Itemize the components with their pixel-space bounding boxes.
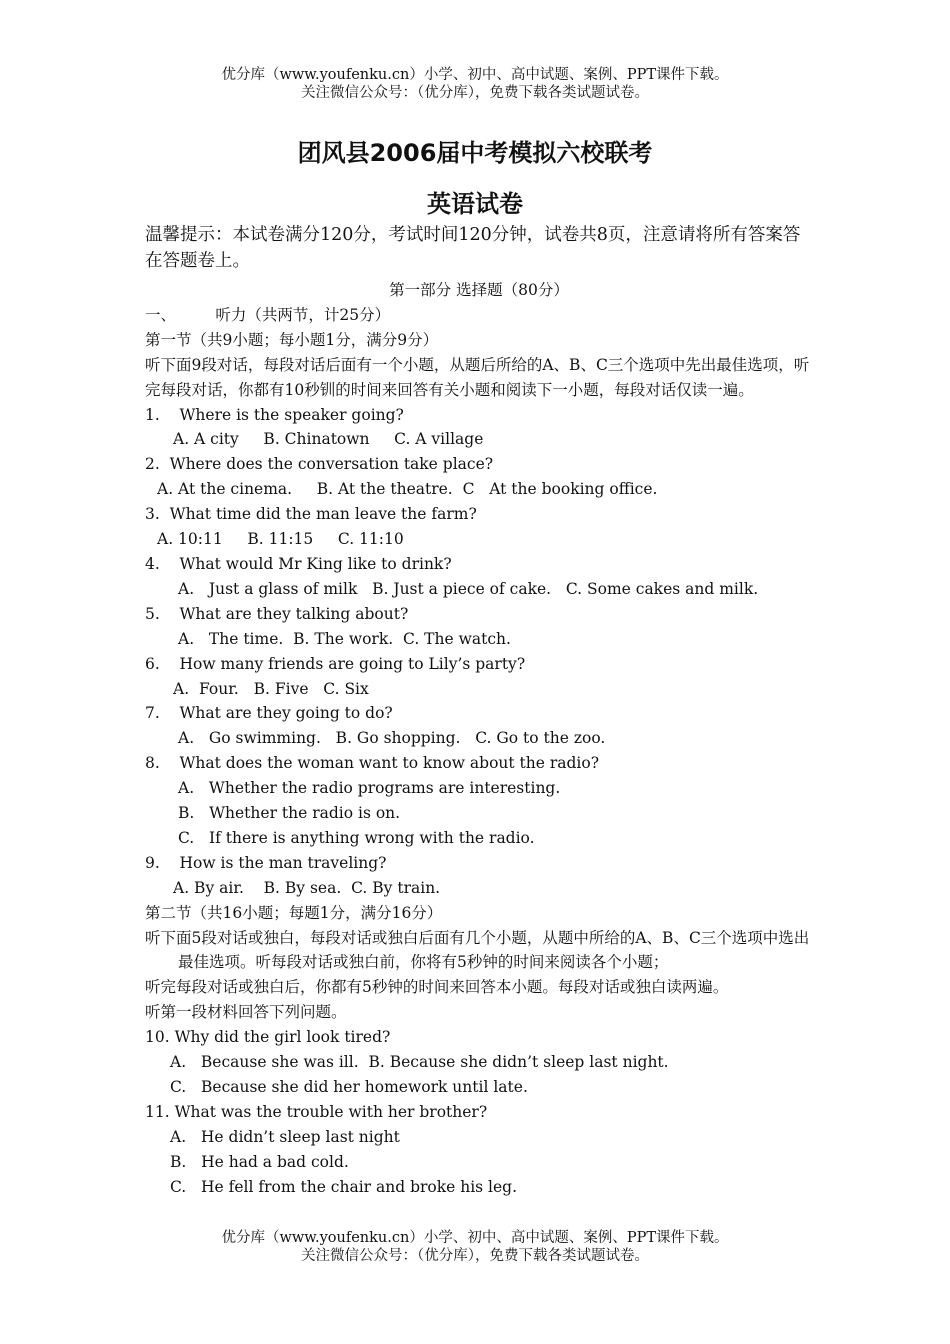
question-2-options: A. At the cinema. B. At the theatre. C At the booking office.: [157, 480, 658, 499]
question-1: 1. Where is the speaker going?: [145, 405, 404, 424]
question-6-options: A. Four. B. Five C. Six: [173, 679, 369, 698]
header-line-1: 优分库（www.youfenku.cn）小学、初中、高中试题、案例、PPT课件下载。: [221, 67, 729, 83]
question-11-option-b: B. He had a bad cold.: [170, 1152, 349, 1171]
question-7-options: A. Go swimming. B. Go shopping. C. Go to the zoo.: [178, 729, 606, 748]
question-4: 4. What would Mr King like to drink?: [145, 554, 452, 573]
question-9: 9. How is the man traveling?: [145, 853, 387, 872]
question-5: 5. What are they talking about?: [145, 604, 409, 623]
question-5-options: A. The time. B. The work. C. The watch.: [178, 629, 511, 648]
exam-title: 团风县2006届中考模拟六校联考: [297, 139, 653, 167]
section-1-1-heading: 第一节（共9小题；每小题1分，满分9分）: [145, 330, 439, 349]
question-9-options: A. By air. B. By sea. C. By train.: [173, 878, 441, 897]
question-10-option-c: C. Because she did her homework until late.: [170, 1078, 528, 1096]
section-one-heading: 一、 听力（共两节，计25分）: [145, 305, 391, 324]
question-8: 8. What does the woman want to know about the radio?: [145, 754, 600, 773]
question-10-options-ab: A. Because she was ill. B. Because she didn’t sleep last night.: [170, 1053, 669, 1072]
question-8-option-a: A. Whether the radio programs are interesting.: [178, 779, 561, 798]
question-7: 7. What are they going to do?: [145, 704, 393, 723]
section-1-2-instructions-1: 听下面5段对话或独白，每段对话或独白后面有几个小题，从题中所给的A、B、C三个选项中选出最佳选项。听每段对话或独白前，你将有5秒钟的时间来阅读各个小题；: [145, 928, 810, 972]
question-2: 2. Where does the conversation take place?: [145, 455, 494, 474]
header-line-2: 关注微信公众号：（优分库），免费下载各类试题试卷。: [301, 85, 649, 101]
exam-tip: 温馨提示：本试卷满分120分，考试时间120分钟，试卷共8页，注意请将所有答案答在答题卷上。: [145, 225, 801, 271]
question-4-options: A. Just a glass of milk B. Just a piece of cake. C. Some cakes and milk.: [178, 579, 759, 598]
question-6: 6. How many friends are going to Lily’s party?: [145, 654, 526, 673]
part-one-heading: 第一部分 选择题（80分）: [389, 281, 569, 299]
section-1-2-heading: 第二节（共16小题；每题1分，满分16分）: [145, 903, 443, 922]
section-1-1-instructions: 听下面9段对话，每段对话后面有一个小题，从题后所给的A、B、C三个选项中先出最佳选项，听完每段对话，你都有10秒钏的时间来回答有关小题和阅读下一小题，每段对话仅读一遍。: [145, 355, 810, 399]
question-3: 3. What time did the man leave the farm?: [145, 505, 477, 524]
question-10: 10. Why did the girl look tired?: [145, 1028, 391, 1047]
footer-line-1: 优分库（www.youfenku.cn）小学、初中、高中试题、案例、PPT课件下载。: [221, 1230, 729, 1246]
footer-line-2: 关注微信公众号：（优分库），免费下载各类试题试卷。: [301, 1248, 649, 1264]
exam-body: [145, 222, 813, 1200]
question-1-options: A. A city B. Chinatown C. A village: [173, 430, 484, 449]
section-1-2-instructions-3: 听第一段材料回答下列问题。: [145, 1003, 347, 1022]
page-header: [0, 66, 950, 102]
question-8-option-c: C. If there is anything wrong with the radio.: [178, 828, 535, 847]
question-11: 11. What was the trouble with her brother?: [145, 1102, 488, 1121]
question-11-option-a: A. He didn’t sleep last night: [170, 1127, 400, 1146]
question-11-option-c: C. He fell from the chair and broke his leg.: [170, 1177, 518, 1196]
page-footer: [0, 1229, 950, 1265]
question-3-options: A. 10:11 B. 11:15 C. 11:10: [157, 530, 404, 549]
question-8-option-b: B. Whether the radio is on.: [178, 804, 401, 823]
exam-subtitle: 英语试卷: [427, 190, 523, 218]
section-1-2-instructions-2: 听完每段对话或独白后，你都有5秒钟的时间来回答本小题。每段对话或独白读两遍。: [145, 978, 729, 997]
